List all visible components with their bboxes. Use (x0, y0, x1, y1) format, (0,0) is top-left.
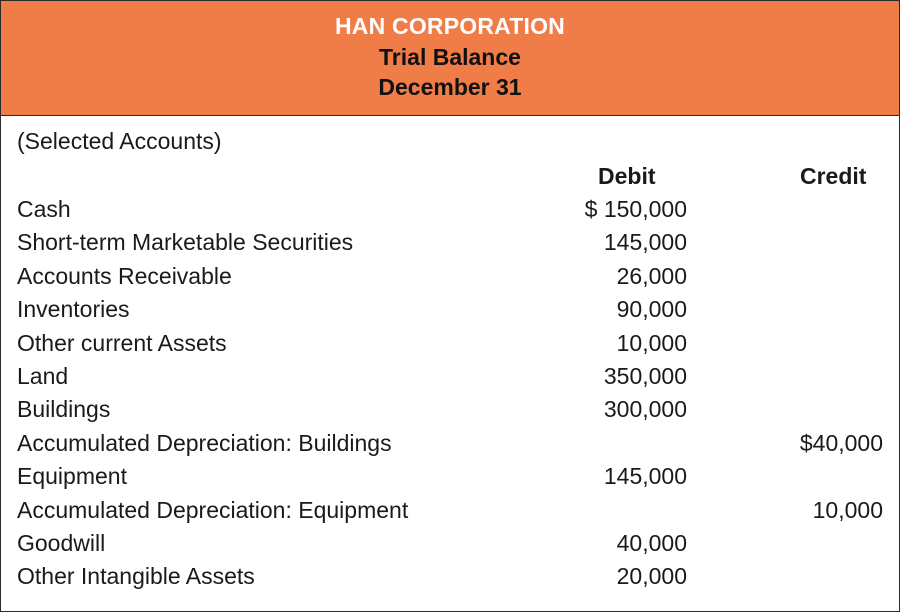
account-name: Other Intangible Assets (17, 563, 255, 590)
credit-column-header: Credit (800, 163, 867, 189)
debit-amount: 26,000 (616, 262, 687, 289)
debit-column-header: Debit (598, 163, 656, 189)
debit-amount: 145,000 (603, 229, 687, 256)
account-name: Accumulated Depreciation: Buildings (17, 429, 392, 456)
account-rows (1, 196, 899, 597)
debit-amount: $ 150,000 (584, 196, 687, 222)
table-row (1, 430, 899, 463)
table-row (1, 296, 899, 329)
report-header (1, 1, 899, 116)
account-name: Accumulated Depreciation: Equipment (17, 496, 409, 523)
credit-amount: 10,000 (812, 496, 883, 523)
table-row (1, 196, 899, 229)
table-row (1, 530, 899, 563)
debit-amount: 350,000 (603, 362, 687, 389)
table-row (1, 229, 899, 262)
table-row (1, 363, 899, 396)
debit-amount: 40,000 (616, 529, 687, 556)
debit-amount: 300,000 (603, 396, 687, 423)
debit-amount: 20,000 (616, 563, 687, 590)
table-row (1, 497, 899, 530)
table-row (1, 330, 899, 363)
account-name: Land (17, 362, 69, 389)
selected-accounts-note: (Selected Accounts) (17, 128, 222, 154)
report-date: December 31 (378, 74, 522, 100)
report-title: Trial Balance (379, 44, 521, 70)
credit-amount: $40,000 (799, 429, 883, 456)
account-name: Goodwill (17, 529, 106, 556)
account-name: Inventories (17, 296, 130, 323)
table-row (1, 396, 899, 429)
account-name: Other current Assets (17, 329, 227, 356)
debit-amount: 10,000 (616, 329, 687, 356)
account-name: Accounts Receivable (17, 262, 232, 289)
account-name: Short-term Marketable Securities (17, 229, 354, 256)
debit-amount: 90,000 (616, 296, 687, 323)
account-name: Equipment (17, 463, 127, 490)
table-row (1, 263, 899, 296)
account-name: Cash (17, 196, 71, 222)
debit-amount: 145,000 (603, 463, 687, 490)
account-name: Buildings (17, 396, 111, 423)
company-name: HAN CORPORATION (334, 13, 565, 39)
table-row (1, 563, 899, 596)
table-row (1, 463, 899, 496)
